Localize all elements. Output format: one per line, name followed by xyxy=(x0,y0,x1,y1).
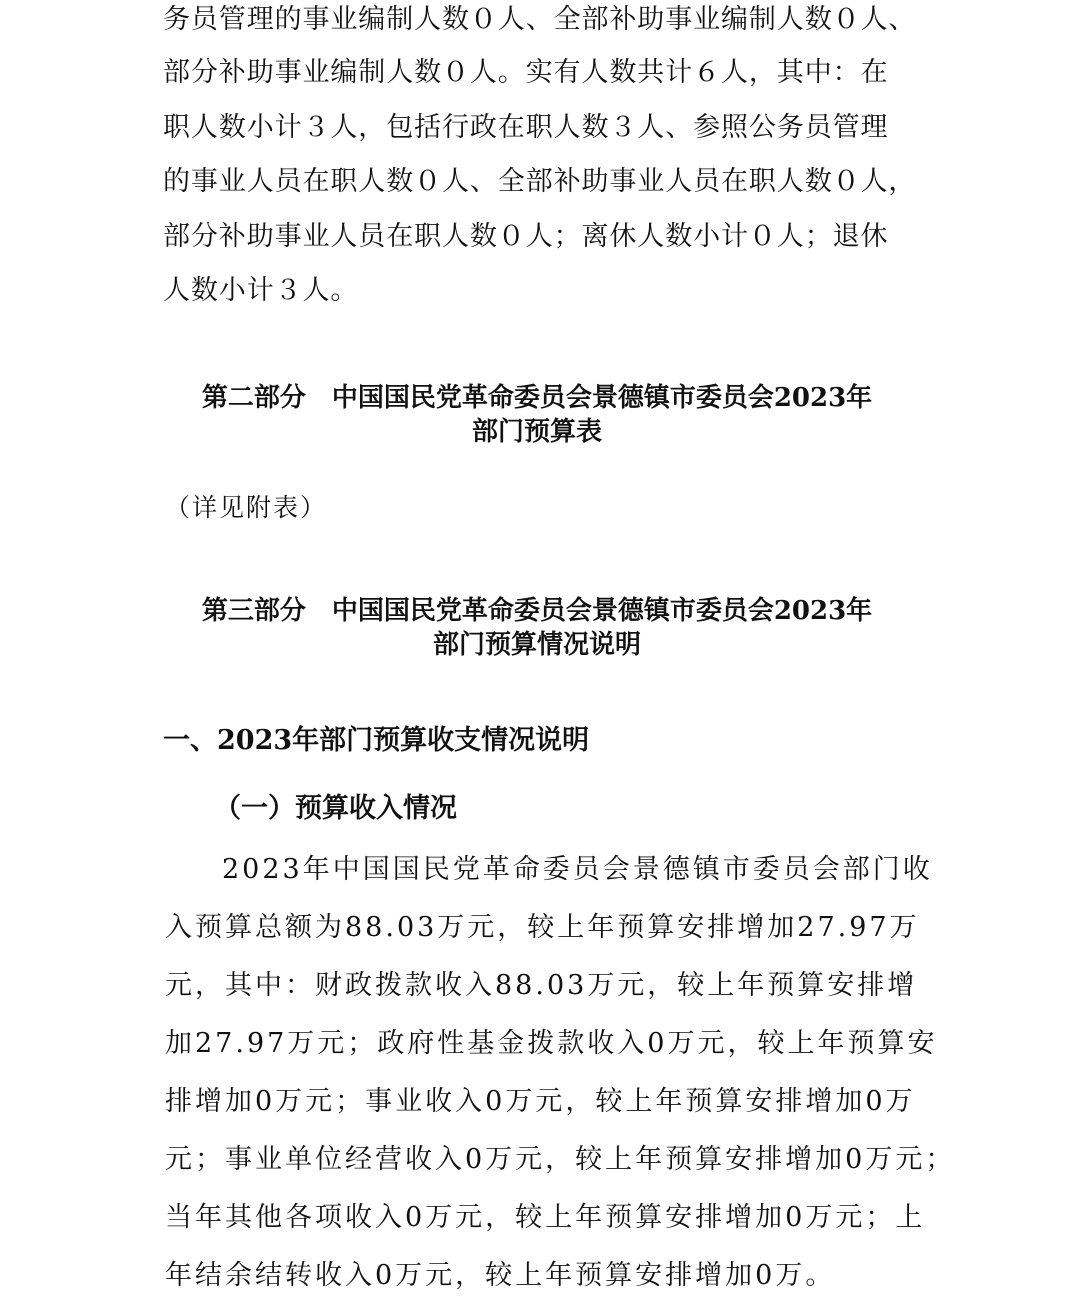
income-paragraph-line-1: 2023年中国国民党革命委员会景德镇市委员会部门收 xyxy=(222,854,933,885)
staff-paragraph-line-2: 部分补助事业编制人数０人。实有人数共计６人，其中：在 xyxy=(163,57,889,88)
section1-heading: 一、2023年部门预算收支情况说明 xyxy=(163,725,590,756)
income-paragraph-line-4: 加27.97万元；政府性基金拨款收入0万元，较上年预算安 xyxy=(165,1028,938,1059)
part2-heading-line-2: 部门预算表 xyxy=(471,417,602,447)
staff-paragraph-line-6: 人数小计３人。 xyxy=(163,275,359,306)
part2-heading xyxy=(0,381,1074,449)
part3-heading xyxy=(0,594,1074,662)
section1-subheading: （一）预算收入情况 xyxy=(214,793,457,824)
income-paragraph-line-8: 年结余结转收入0万元，较上年预算安排增加0万。 xyxy=(165,1260,836,1291)
part3-heading-line-2: 部门预算情况说明 xyxy=(432,630,641,660)
income-paragraph-line-5: 排增加0万元；事业收入0万元，较上年预算安排增加0万 xyxy=(165,1086,916,1117)
part2-note: （详见附表） xyxy=(165,493,328,522)
income-paragraph-line-6: 元；事业单位经营收入0万元，较上年预算安排增加0万元； xyxy=(165,1144,956,1175)
staff-paragraph-line-5: 部分补助事业人员在职人数０人；离休人数小计０人；退休 xyxy=(163,221,889,252)
staff-paragraph-line-4: 的事业人员在职人数０人、全部补助事业人员在职人数０人， xyxy=(163,166,917,197)
income-paragraph-line-3: 元，其中：财政拨款收入88.03万元，较上年预算安排增 xyxy=(165,970,918,1001)
part3-heading-line-1: 第三部分 中国国民党革命委员会景德镇市委员会2023年 xyxy=(201,596,873,626)
staff-paragraph-line-3: 职人数小计３人，包括行政在职人数３人、参照公务员管理 xyxy=(163,112,889,143)
part2-heading-line-1: 第二部分 中国国民党革命委员会景德镇市委员会2023年 xyxy=(201,383,873,413)
income-paragraph-line-7: 当年其他各项收入0万元，较上年预算安排增加0万元；上 xyxy=(165,1202,926,1233)
income-paragraph-line-2: 入预算总额为88.03万元，较上年预算安排增加27.97万 xyxy=(165,912,920,943)
staff-paragraph-line-1: 务员管理的事业编制人数０人、全部补助事业编制人数０人、 xyxy=(163,4,917,35)
